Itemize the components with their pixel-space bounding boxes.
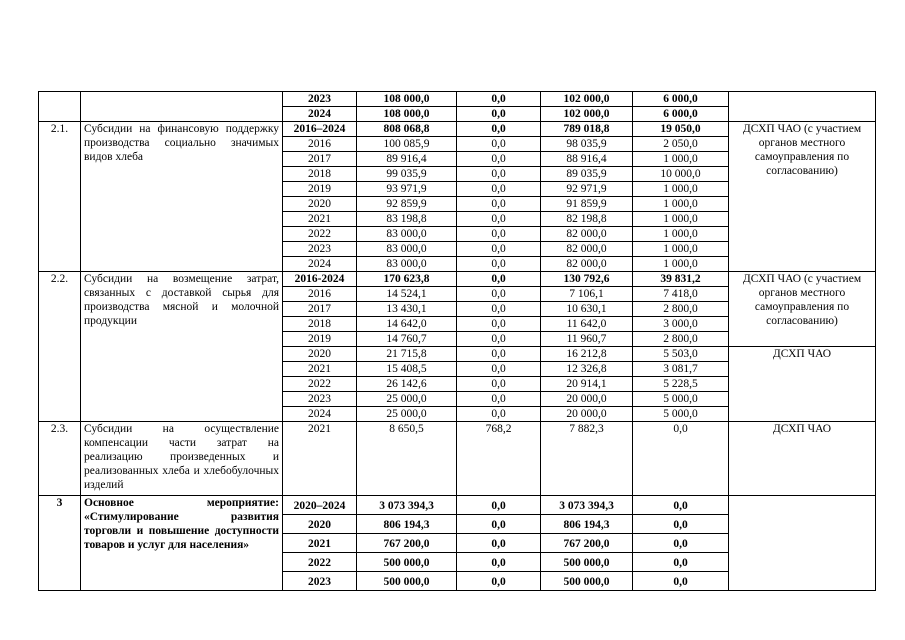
num-cell: 2.1. — [39, 122, 81, 272]
regional-cell: 89 035,9 — [541, 167, 633, 182]
year-cell: 2023 — [283, 572, 357, 591]
federal-cell: 0,0 — [457, 392, 541, 407]
local-cell: 2 800,0 — [633, 332, 729, 347]
local-cell: 1 000,0 — [633, 242, 729, 257]
regional-cell: 82 000,0 — [541, 257, 633, 272]
total-cell: 25 000,0 — [357, 392, 457, 407]
local-cell: 1 000,0 — [633, 212, 729, 227]
regional-cell: 11 642,0 — [541, 317, 633, 332]
num-cell — [39, 92, 81, 122]
regional-cell: 7 882,3 — [541, 422, 633, 496]
regional-cell: 500 000,0 — [541, 553, 633, 572]
total-cell: 100 085,9 — [357, 137, 457, 152]
total-cell: 108 000,0 — [357, 92, 457, 107]
federal-cell: 0,0 — [457, 572, 541, 591]
local-cell: 39 831,2 — [633, 272, 729, 287]
regional-cell: 12 326,8 — [541, 362, 633, 377]
year-cell: 2017 — [283, 302, 357, 317]
executor-cell: ДСХП ЧАО (с участием органов местного самоуправления по согласованию) — [729, 272, 876, 347]
local-cell: 10 000,0 — [633, 167, 729, 182]
year-cell: 2016–2024 — [283, 122, 357, 137]
regional-cell: 98 035,9 — [541, 137, 633, 152]
local-cell: 6 000,0 — [633, 107, 729, 122]
regional-cell: 92 971,9 — [541, 182, 633, 197]
federal-cell: 0,0 — [457, 407, 541, 422]
name-cell — [81, 92, 283, 122]
federal-cell: 0,0 — [457, 197, 541, 212]
budget-table — [38, 91, 876, 591]
regional-cell: 16 212,8 — [541, 347, 633, 362]
name-cell: Субсидии на осуществление компенсации части затрат на реализацию произведенных и реализованных хлеба и хлебобулочных изделий — [81, 422, 283, 496]
federal-cell: 0,0 — [457, 534, 541, 553]
total-cell: 500 000,0 — [357, 572, 457, 591]
total-cell: 83 000,0 — [357, 257, 457, 272]
year-cell: 2021 — [283, 422, 357, 496]
table-row — [39, 422, 876, 496]
executor-cell: ДСХП ЧАО — [729, 347, 876, 422]
federal-cell: 0,0 — [457, 377, 541, 392]
year-cell: 2021 — [283, 534, 357, 553]
regional-cell: 102 000,0 — [541, 92, 633, 107]
regional-cell: 767 200,0 — [541, 534, 633, 553]
regional-cell: 806 194,3 — [541, 515, 633, 534]
table-row — [39, 122, 876, 137]
year-cell: 2020–2024 — [283, 496, 357, 515]
year-cell: 2021 — [283, 362, 357, 377]
year-cell: 2020 — [283, 197, 357, 212]
total-cell: 14 524,1 — [357, 287, 457, 302]
name-cell: Субсидии на финансовую поддержку производства социально значимых видов хлеба — [81, 122, 283, 272]
table-row — [39, 496, 876, 515]
num-cell: 2.3. — [39, 422, 81, 496]
regional-cell: 20 000,0 — [541, 392, 633, 407]
federal-cell: 0,0 — [457, 137, 541, 152]
year-cell: 2022 — [283, 377, 357, 392]
year-cell: 2023 — [283, 242, 357, 257]
federal-cell: 0,0 — [457, 553, 541, 572]
total-cell: 3 073 394,3 — [357, 496, 457, 515]
regional-cell: 500 000,0 — [541, 572, 633, 591]
regional-cell: 20 000,0 — [541, 407, 633, 422]
regional-cell: 3 073 394,3 — [541, 496, 633, 515]
local-cell: 0,0 — [633, 553, 729, 572]
total-cell: 500 000,0 — [357, 553, 457, 572]
federal-cell: 0,0 — [457, 272, 541, 287]
federal-cell: 0,0 — [457, 212, 541, 227]
local-cell: 3 081,7 — [633, 362, 729, 377]
total-cell: 93 971,9 — [357, 182, 457, 197]
local-cell: 1 000,0 — [633, 152, 729, 167]
federal-cell: 0,0 — [457, 257, 541, 272]
local-cell: 2 800,0 — [633, 302, 729, 317]
local-cell: 1 000,0 — [633, 197, 729, 212]
total-cell: 806 194,3 — [357, 515, 457, 534]
year-cell: 2018 — [283, 167, 357, 182]
local-cell: 0,0 — [633, 572, 729, 591]
table-row — [39, 92, 876, 107]
local-cell: 5 228,5 — [633, 377, 729, 392]
local-cell: 5 503,0 — [633, 347, 729, 362]
year-cell: 2016 — [283, 287, 357, 302]
local-cell: 5 000,0 — [633, 392, 729, 407]
year-cell: 2022 — [283, 553, 357, 572]
federal-cell: 0,0 — [457, 152, 541, 167]
local-cell: 1 000,0 — [633, 182, 729, 197]
regional-cell: 10 630,1 — [541, 302, 633, 317]
name-cell: Основное мероприятие: «Стимулирование развития торговли и повышение доступности товаров и услуг для населения» — [81, 496, 283, 591]
year-cell: 2019 — [283, 332, 357, 347]
federal-cell: 0,0 — [457, 122, 541, 137]
year-cell: 2016-2024 — [283, 272, 357, 287]
total-cell: 26 142,6 — [357, 377, 457, 392]
local-cell: 6 000,0 — [633, 92, 729, 107]
total-cell: 25 000,0 — [357, 407, 457, 422]
total-cell: 767 200,0 — [357, 534, 457, 553]
executor-cell: ДСХП ЧАО (с участием органов местного самоуправления по согласованию) — [729, 122, 876, 272]
regional-cell: 82 198,8 — [541, 212, 633, 227]
regional-cell: 789 018,8 — [541, 122, 633, 137]
regional-cell: 82 000,0 — [541, 227, 633, 242]
regional-cell: 102 000,0 — [541, 107, 633, 122]
regional-cell: 20 914,1 — [541, 377, 633, 392]
federal-cell: 0,0 — [457, 167, 541, 182]
year-cell: 2023 — [283, 92, 357, 107]
total-cell: 21 715,8 — [357, 347, 457, 362]
year-cell: 2024 — [283, 257, 357, 272]
table-body — [39, 92, 876, 591]
num-cell: 3 — [39, 496, 81, 591]
federal-cell: 0,0 — [457, 347, 541, 362]
year-cell: 2017 — [283, 152, 357, 167]
year-cell: 2020 — [283, 347, 357, 362]
local-cell: 5 000,0 — [633, 407, 729, 422]
federal-cell: 0,0 — [457, 302, 541, 317]
regional-cell: 11 960,7 — [541, 332, 633, 347]
total-cell: 83 000,0 — [357, 227, 457, 242]
year-cell: 2024 — [283, 407, 357, 422]
name-cell: Субсидии на возмещение затрат, связанных с доставкой сырья для производства мясной и молочной продукции — [81, 272, 283, 422]
federal-cell: 0,0 — [457, 332, 541, 347]
local-cell: 0,0 — [633, 496, 729, 515]
total-cell: 8 650,5 — [357, 422, 457, 496]
total-cell: 89 916,4 — [357, 152, 457, 167]
federal-cell: 0,0 — [457, 107, 541, 122]
document-page — [38, 91, 875, 591]
year-cell: 2020 — [283, 515, 357, 534]
regional-cell: 7 106,1 — [541, 287, 633, 302]
regional-cell: 130 792,6 — [541, 272, 633, 287]
regional-cell: 91 859,9 — [541, 197, 633, 212]
total-cell: 108 000,0 — [357, 107, 457, 122]
total-cell: 99 035,9 — [357, 167, 457, 182]
table-row — [39, 272, 876, 287]
total-cell: 92 859,9 — [357, 197, 457, 212]
federal-cell: 768,2 — [457, 422, 541, 496]
total-cell: 13 430,1 — [357, 302, 457, 317]
local-cell: 0,0 — [633, 534, 729, 553]
total-cell: 170 623,8 — [357, 272, 457, 287]
regional-cell: 88 916,4 — [541, 152, 633, 167]
year-cell: 2021 — [283, 212, 357, 227]
local-cell: 19 050,0 — [633, 122, 729, 137]
total-cell: 83 198,8 — [357, 212, 457, 227]
federal-cell: 0,0 — [457, 317, 541, 332]
local-cell: 3 000,0 — [633, 317, 729, 332]
federal-cell: 0,0 — [457, 242, 541, 257]
executor-cell: ДСХП ЧАО — [729, 422, 876, 496]
federal-cell: 0,0 — [457, 227, 541, 242]
federal-cell: 0,0 — [457, 92, 541, 107]
year-cell: 2016 — [283, 137, 357, 152]
total-cell: 14 642,0 — [357, 317, 457, 332]
local-cell: 0,0 — [633, 422, 729, 496]
year-cell: 2024 — [283, 107, 357, 122]
federal-cell: 0,0 — [457, 515, 541, 534]
federal-cell: 0,0 — [457, 182, 541, 197]
local-cell: 1 000,0 — [633, 257, 729, 272]
regional-cell: 82 000,0 — [541, 242, 633, 257]
year-cell: 2022 — [283, 227, 357, 242]
federal-cell: 0,0 — [457, 287, 541, 302]
executor-cell — [729, 496, 876, 591]
local-cell: 7 418,0 — [633, 287, 729, 302]
year-cell: 2018 — [283, 317, 357, 332]
year-cell: 2019 — [283, 182, 357, 197]
year-cell: 2023 — [283, 392, 357, 407]
total-cell: 808 068,8 — [357, 122, 457, 137]
total-cell: 83 000,0 — [357, 242, 457, 257]
federal-cell: 0,0 — [457, 496, 541, 515]
local-cell: 1 000,0 — [633, 227, 729, 242]
local-cell: 0,0 — [633, 515, 729, 534]
total-cell: 14 760,7 — [357, 332, 457, 347]
federal-cell: 0,0 — [457, 362, 541, 377]
total-cell: 15 408,5 — [357, 362, 457, 377]
executor-cell — [729, 92, 876, 122]
local-cell: 2 050,0 — [633, 137, 729, 152]
num-cell: 2.2. — [39, 272, 81, 422]
